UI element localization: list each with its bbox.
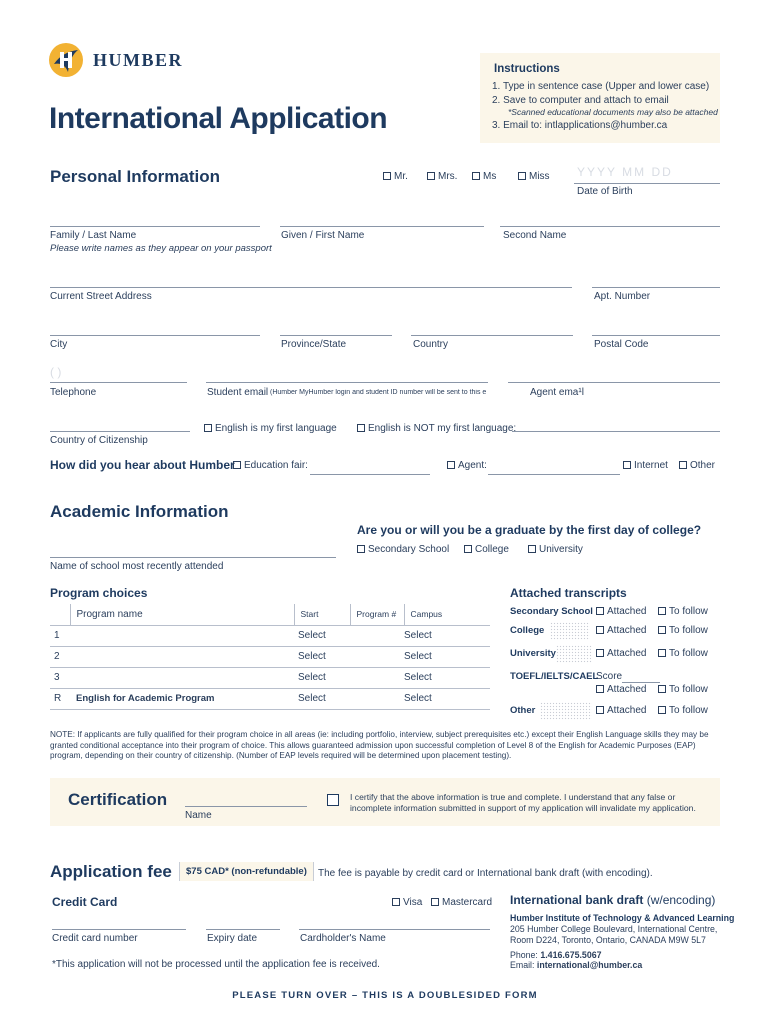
mastercard-checkbox[interactable]: Mastercard: [431, 897, 492, 908]
instruction-step-3: 3. Email to: intlapplications@humber.ca: [492, 120, 668, 131]
academic-info-heading: Academic Information: [50, 502, 229, 521]
country-label: Country: [413, 339, 449, 350]
telephone-label: Telephone: [50, 387, 97, 398]
program-num-input[interactable]: [350, 646, 404, 667]
university-name-input[interactable]: [556, 645, 592, 663]
card-number-label: Credit card number: [52, 933, 138, 944]
program-num-input[interactable]: [350, 625, 404, 646]
apt-input[interactable]: [592, 287, 720, 288]
citizenship-input[interactable]: [50, 431, 190, 432]
start-select[interactable]: Select: [294, 625, 350, 646]
agent-email-input[interactable]: [508, 382, 720, 383]
transcript-secondary-label: Secondary School: [510, 606, 593, 617]
program-row-2: 2 Select Select: [50, 646, 490, 667]
credit-card-heading: Credit Card: [52, 895, 118, 909]
institute-name: Humber Institute of Technology & Advanced Learning: [510, 913, 735, 923]
program-num-input[interactable]: [350, 667, 404, 688]
city-input[interactable]: [50, 335, 260, 336]
telephone-input[interactable]: ( ): [50, 365, 62, 379]
school-name-input[interactable]: [50, 557, 336, 558]
campus-select[interactable]: Select: [404, 646, 490, 667]
college-name-input[interactable]: [550, 622, 590, 640]
fee-payable-text: The fee is payable by credit card or International bank draft (with encoding).: [318, 868, 653, 879]
start-select[interactable]: Select: [294, 646, 350, 667]
other-language-input[interactable]: [512, 431, 720, 432]
agent-input[interactable]: [488, 474, 620, 475]
secondary-attached-checkbox[interactable]: Attached: [596, 606, 646, 617]
campus-select[interactable]: Select: [404, 625, 490, 646]
college-attached-checkbox[interactable]: Attached: [596, 625, 646, 636]
program-row-1: 1 Select Select: [50, 625, 490, 646]
certification-heading: Certification: [68, 790, 168, 809]
instruction-step-1: 1. Type in sentence case (Upper and lower case): [492, 81, 710, 92]
instruction-step-2: 2. Save to computer and attach to email: [492, 95, 669, 106]
certification-name-input[interactable]: [185, 806, 307, 807]
instruction-note: *Scanned educational documents may also be attached: [508, 107, 718, 117]
title-mr-checkbox[interactable]: Mr.: [383, 171, 408, 182]
other-follow-checkbox[interactable]: To follow: [658, 705, 708, 716]
personal-info-heading: Personal Information: [50, 167, 221, 186]
program-row-3: 3 Select Select: [50, 667, 490, 688]
other-transcript-input[interactable]: [540, 702, 592, 720]
certification-box: [50, 778, 720, 826]
other-attached-checkbox[interactable]: Attached: [596, 705, 646, 716]
family-name-input[interactable]: [50, 226, 260, 227]
apt-label: Apt. Number: [594, 291, 651, 302]
expiry-input[interactable]: [206, 929, 280, 930]
page-title: International Application: [49, 102, 388, 135]
cardholder-input[interactable]: [299, 929, 490, 930]
graduate-question: Are you or will you be a graduate by the first day of college?: [357, 523, 702, 537]
dob-input[interactable]: YYYY MM DD: [577, 165, 673, 179]
student-email-label: Student email: [207, 387, 269, 398]
address-line-1: 205 Humber College Boulevard, International Centre,: [510, 924, 718, 934]
english-first-checkbox[interactable]: English is my first language: [204, 423, 337, 434]
brand-name: HUMBER: [93, 50, 183, 70]
dob-label: Date of Birth: [577, 186, 633, 197]
certify-checkbox[interactable]: [327, 794, 339, 806]
agent-email-label: Agent ema¹l: [530, 387, 584, 398]
email-line: Email: international@humber.ca: [510, 960, 643, 970]
education-fair-input[interactable]: [310, 474, 430, 475]
province-input[interactable]: [280, 335, 392, 336]
postal-label: Postal Code: [594, 339, 649, 350]
program-name-input[interactable]: [70, 646, 294, 667]
secondary-follow-checkbox[interactable]: To follow: [658, 606, 708, 617]
start-select[interactable]: Select: [294, 667, 350, 688]
certification-statement: I certify that the above information is true and complete. I understand that any false or incomplete information submitted in support of my application will invalidate my application.: [350, 792, 696, 813]
program-choices-heading: Program choices: [50, 586, 148, 600]
university-follow-checkbox[interactable]: To follow: [658, 648, 708, 659]
col-start: Start: [294, 604, 350, 625]
transcript-university-label: University: [510, 648, 556, 659]
campus-select[interactable]: Select: [404, 688, 490, 709]
toefl-score-label: Score: [596, 671, 623, 682]
col-program-name: Program name: [70, 604, 294, 625]
start-select[interactable]: Select: [294, 688, 350, 709]
instructions-box: [480, 53, 720, 143]
fee-amount: $75 CAD* (non-refundable): [179, 862, 314, 881]
title-mrs-checkbox[interactable]: Mrs.: [427, 171, 457, 182]
col-program-num: Program #: [350, 604, 404, 625]
program-table: [50, 604, 490, 710]
fee-footnote: *This application will not be processed until the application fee is received.: [52, 959, 380, 970]
instructions-title: Instructions: [494, 63, 560, 75]
program-name-input[interactable]: [70, 625, 294, 646]
program-row-r: R English for Academic Program Select Select: [50, 688, 490, 709]
school-name-label: Name of school most recently attended: [50, 561, 224, 572]
given-name-label: Given / First Name: [281, 230, 365, 241]
heard-about-heading: How did you hear about Humber: [50, 458, 235, 472]
bank-draft-heading: International bank draft (w/encoding): [510, 893, 716, 907]
street-input[interactable]: [50, 287, 572, 288]
phone-line: Phone: 1.416.675.5067: [510, 950, 602, 960]
card-number-input[interactable]: [52, 929, 186, 930]
transcripts-heading: Attached transcripts: [510, 586, 627, 600]
passport-note: Please write names as they appear on your passport: [50, 243, 272, 254]
transcript-other-label: Other: [510, 705, 536, 716]
street-label: Current Street Address: [50, 291, 152, 302]
other-checkbox[interactable]: Other: [679, 460, 715, 471]
col-campus: Campus: [404, 604, 490, 625]
second-name-label: Second Name: [503, 230, 567, 241]
grad-college-checkbox[interactable]: College: [464, 544, 509, 555]
footer-notice: PLEASE TURN OVER – THIS IS A DOUBLESIDED FORM: [232, 990, 538, 1001]
transcript-college-label: College: [510, 625, 545, 636]
application-fee-heading: Application fee: [50, 862, 172, 881]
college-follow-checkbox[interactable]: To follow: [658, 625, 708, 636]
expiry-label: Expiry date: [207, 933, 258, 944]
english-not-first-checkbox[interactable]: English is NOT my first language:: [357, 423, 516, 434]
internet-checkbox[interactable]: Internet: [623, 460, 668, 471]
education-fair-checkbox[interactable]: Education fair:: [233, 460, 308, 471]
program-name-input[interactable]: [70, 667, 294, 688]
grad-secondary-checkbox[interactable]: Secondary School: [357, 544, 449, 555]
city-label: City: [50, 339, 68, 350]
address-line-2: Room D224, Toronto, Ontario, CANADA M9W 5L7: [510, 935, 706, 945]
student-email-input[interactable]: [206, 382, 488, 383]
province-label: Province/State: [281, 339, 347, 350]
given-name-input[interactable]: [280, 226, 484, 227]
program-num-input[interactable]: [350, 688, 404, 709]
title-ms-checkbox[interactable]: Ms: [472, 171, 496, 182]
transcript-toefl-label: TOEFL/IELTS/CAEL: [510, 671, 599, 682]
postal-input[interactable]: [592, 335, 720, 336]
humber-logo: [48, 42, 84, 78]
campus-select[interactable]: Select: [404, 667, 490, 688]
cardholder-label: Cardholder's Name: [300, 933, 386, 944]
second-name-input[interactable]: [500, 226, 720, 227]
certification-name-label: Name: [185, 810, 212, 821]
toefl-attached-checkbox[interactable]: Attached: [596, 684, 646, 695]
title-miss-checkbox[interactable]: Miss: [518, 171, 550, 182]
citizenship-label: Country of Citizenship: [50, 435, 148, 446]
toefl-follow-checkbox[interactable]: To follow: [658, 684, 708, 695]
student-email-note: (Humber MyHumber login and student ID number will be sent to this e: [270, 389, 487, 396]
eap-note: NOTE: If applicants are fully qualified for their program choice in all areas (ie: including portfolio, interview, subject prerequisites etc.) except their English Language skills they may be granted conditional acceptance into their program of choice. This allows guaranteed admission upon successful completion of Level 8 of the English for Academic Purposes (EAP) program, depending on their country of citizenship. (Number of EAP levels required will be determined upon placement testing).: [50, 730, 709, 760]
family-name-label: Family / Last Name: [50, 230, 137, 241]
grad-university-checkbox[interactable]: University: [528, 544, 583, 555]
university-attached-checkbox[interactable]: Attached: [596, 648, 646, 659]
visa-checkbox[interactable]: Visa: [392, 897, 422, 908]
agent-checkbox[interactable]: Agent:: [447, 460, 487, 471]
program-name-eap: English for Academic Program: [70, 688, 294, 709]
toefl-score-input[interactable]: [622, 682, 660, 683]
country-input[interactable]: [411, 335, 573, 336]
